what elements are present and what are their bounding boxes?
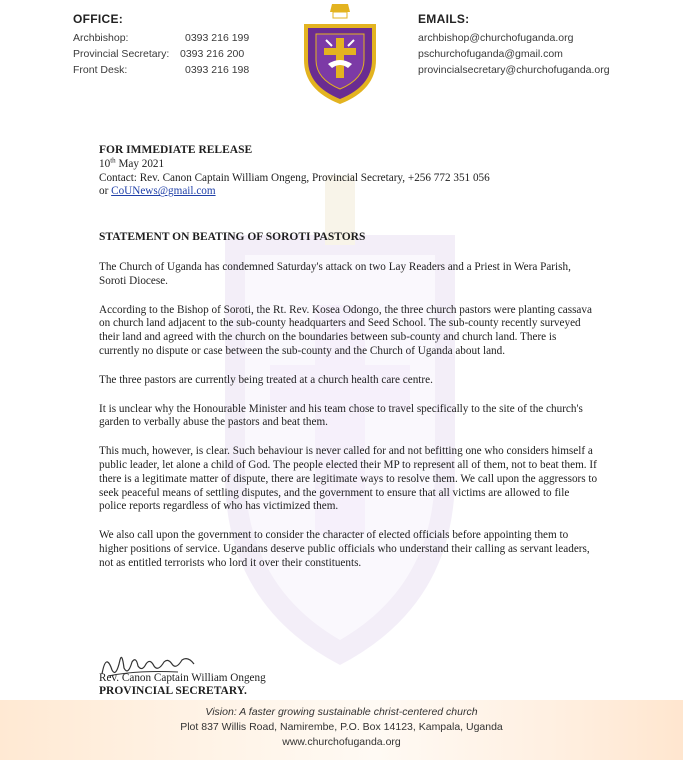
paragraph: The Church of Uganda has condemned Saturday's attack on two Lay Readers and a Priest in Wera Parish, Soroti Diocese. (99, 260, 571, 287)
church-of-uganda-logo-icon (302, 2, 378, 106)
letter-body (99, 144, 599, 571)
email-ps-gmail[interactable]: pschurchofuganda@gmail.com (418, 48, 563, 60)
contact-email-link[interactable]: CoUNews@gmail.com (111, 185, 216, 198)
paragraph: This much, however, is clear. Such behaviour is never called for and not befitting one who considers himself a public leader, let alone a child of God. The people elected their MP to represent all of them, not to beat them. If there is a legitimate matter of dispute, there are legitimate ways to resolve them. We call upon the aggressors to seek peaceful means of settling disputes, and the government to ensure that all victims are allowed to file police reports regardless of who has victimized them. (99, 445, 598, 513)
footer-vision: Vision: A faster growing sustainable christ-centered church (205, 706, 478, 718)
signatory-name: Rev. Canon Captain William Ongeng (99, 672, 266, 684)
footer-website[interactable]: www.churchofuganda.org (282, 736, 401, 748)
signatory-title: PROVINCIAL SECRETARY. (99, 685, 247, 697)
office-title: OFFICE: (73, 12, 124, 26)
office-phone: 0393 216 198 (185, 64, 250, 76)
office-phone: 0393 216 199 (185, 32, 250, 44)
emails-title: EMAILS: (418, 12, 470, 26)
office-row-archbishop (73, 30, 293, 46)
office-row-front-desk (73, 62, 293, 78)
email-contacts (418, 12, 668, 78)
footer (0, 700, 683, 760)
signature-block (98, 648, 398, 696)
contact-line: Contact: Rev. Canon Captain William Ongeng, Provincial Secretary, +256 772 351 056 (99, 171, 490, 184)
release-date: 10th May 2021 (99, 156, 165, 170)
paragraph: We also call upon the government to consider the character of elected officials before appointing them to higher positions of service. Ugandans deserve public officials who understand their calling as servant leaders, not as entitled terrorists who lord it over their constituents. (99, 529, 590, 569)
office-phone: 0393 216 200 (180, 48, 245, 60)
footer-address: Plot 837 Willis Road, Namirembe, P.O. Box 14123, Kampala, Uganda (180, 721, 503, 733)
email-provincial-secretary[interactable]: provincialsecretary@churchofuganda.org (418, 64, 610, 76)
statement-title: STATEMENT ON BEATING OF SOROTI PASTORS (99, 231, 366, 244)
paragraph: According to the Bishop of Soroti, the Rt. Rev. Kosea Odongo, the three church pastors were planting cassava on church land adjacent to the sub-county headquarters and Seed School. The sub-county recently surveyed their land and agreed with the church on the boundaries between sub-county and church land. There is currently no dispute or case between the sub-county and the Church of Uganda about land. (99, 303, 592, 357)
office-label: Front Desk: (73, 64, 128, 76)
email-archbishop[interactable]: archbishop@churchofuganda.org (418, 32, 574, 44)
paragraph: It is unclear why the Honourable Minister and his team chose to travel specifically to the site of the church's garden to verbally abuse the pastors and beat them. (99, 402, 583, 429)
office-label: Archbishop: (73, 32, 129, 44)
paragraph: The three pastors are currently being treated at a church health care centre. (99, 373, 433, 386)
office-row-provincial-secretary (73, 46, 293, 62)
office-label: Provincial Secretary: (73, 48, 170, 60)
office-contacts (73, 12, 293, 78)
contact-email-line: or CoUNews@gmail.com (99, 185, 216, 198)
release-title: FOR IMMEDIATE RELEASE (99, 144, 253, 156)
